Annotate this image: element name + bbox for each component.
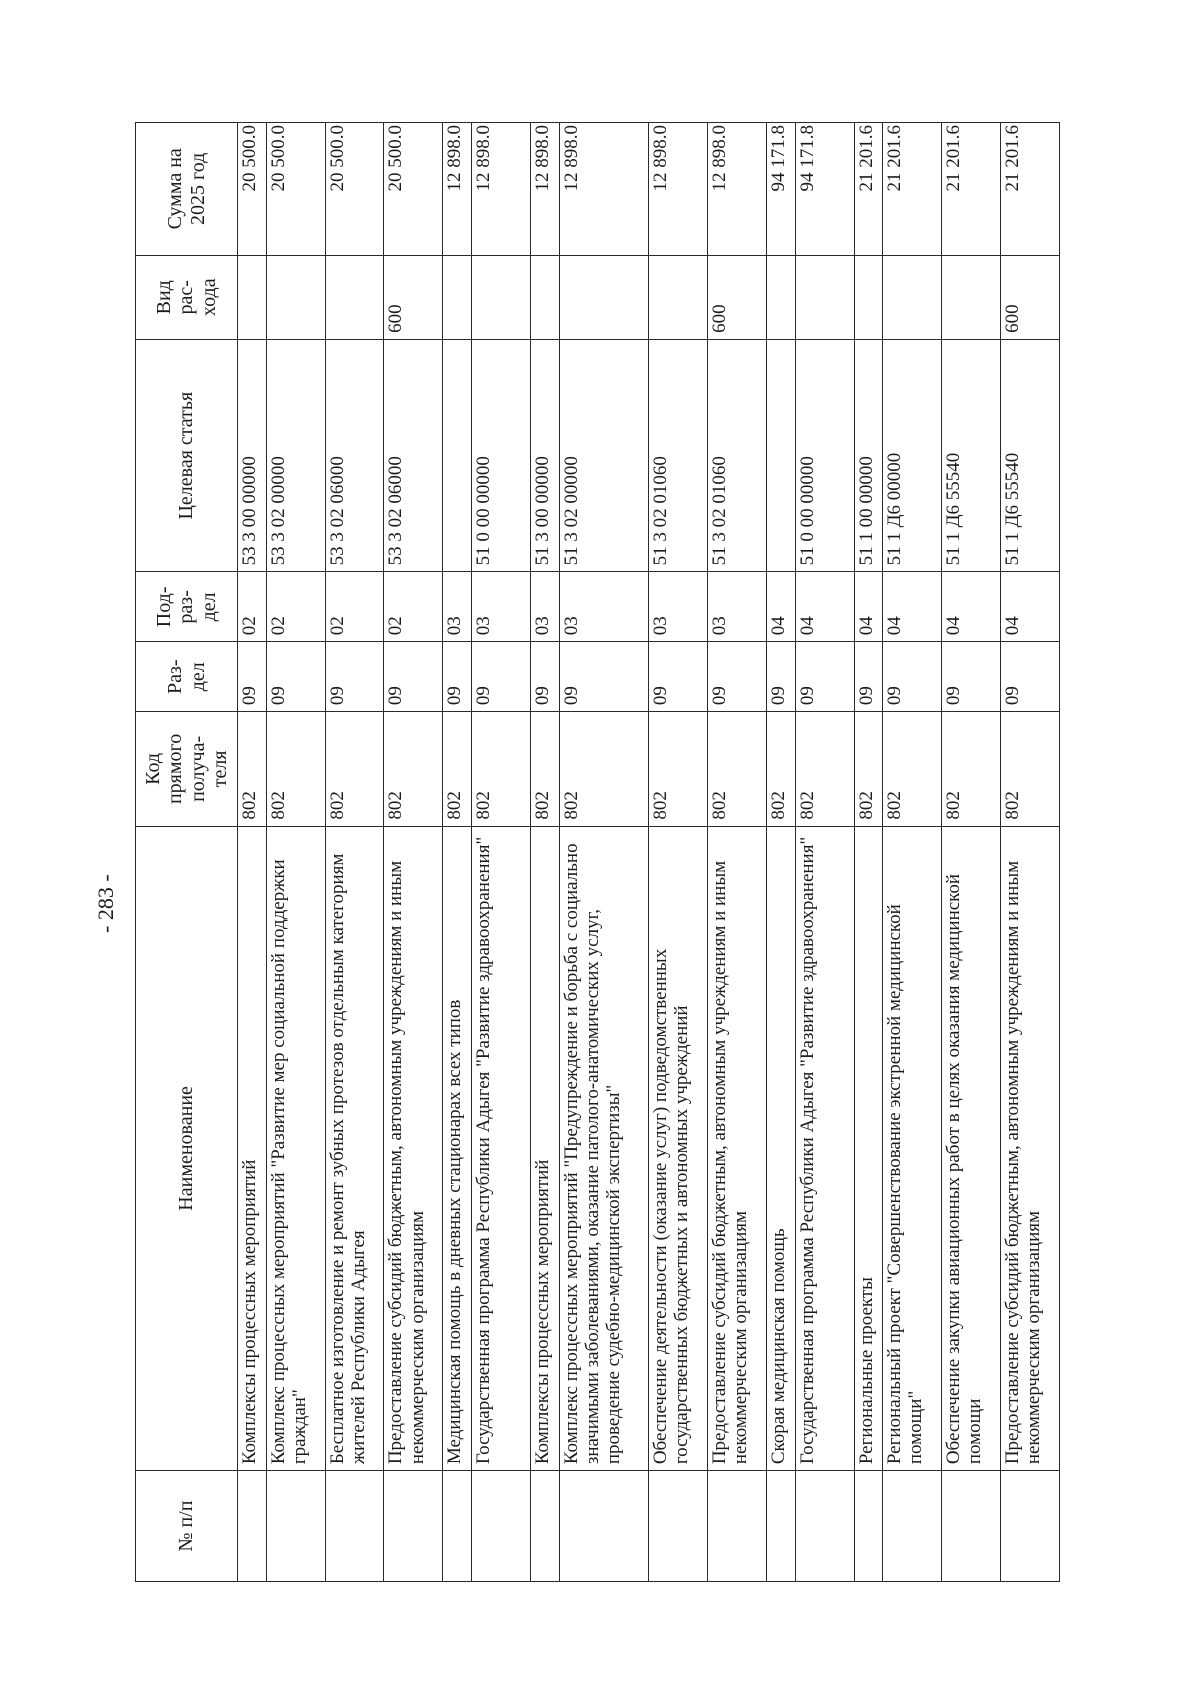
cell-podrazdel: 02 [325, 572, 384, 642]
cell-vid [530, 255, 559, 339]
cell-podrazdel: 03 [649, 572, 708, 642]
cell-code: 802 [649, 712, 708, 826]
cell-vid [942, 255, 1001, 339]
cell-num [942, 1471, 1001, 1582]
cell-podrazdel: 04 [766, 572, 795, 642]
table-row [795, 123, 854, 1582]
cell-vid [766, 255, 795, 339]
cell-celevaya [443, 339, 472, 572]
cell-summa: 21 201.6 [854, 123, 883, 256]
cell-podrazdel: 04 [1000, 572, 1059, 642]
cell-num [325, 1471, 384, 1582]
cell-razdel: 09 [854, 642, 883, 712]
cell-code: 802 [238, 712, 267, 826]
cell-summa: 21 201.6 [883, 123, 942, 256]
cell-celevaya: 51 1 Д6 55540 [942, 339, 1001, 572]
cell-num [883, 1471, 942, 1582]
cell-num [443, 1471, 472, 1582]
table-row [384, 123, 443, 1582]
cell-num [766, 1471, 795, 1582]
cell-code: 802 [883, 712, 942, 826]
header-celevaya: Целевая статья [136, 339, 238, 572]
cell-razdel: 09 [766, 642, 795, 712]
cell-summa: 12 898.0 [443, 123, 472, 256]
cell-name: Предоставление субсидий бюджетным, автономным учреждениям и иным некоммерческим организациям [384, 826, 443, 1471]
table-row [238, 123, 267, 1582]
cell-name: Медицинская помощь в дневных стационарах всех типов [443, 826, 472, 1471]
cell-summa: 20 500.0 [266, 123, 325, 256]
cell-razdel: 09 [530, 642, 559, 712]
cell-code: 802 [942, 712, 1001, 826]
cell-name: Предоставление субсидий бюджетным, автономным учреждениям и иным некоммерческим организациям [708, 826, 767, 1471]
table-row [443, 123, 472, 1582]
cell-razdel: 09 [883, 642, 942, 712]
cell-num [266, 1471, 325, 1582]
cell-celevaya: 51 3 02 01060 [708, 339, 767, 572]
cell-vid: 600 [1000, 255, 1059, 339]
cell-celevaya: 51 0 00 00000 [795, 339, 854, 572]
cell-code: 802 [325, 712, 384, 826]
table-row [883, 123, 942, 1582]
cell-name: Комплексы процессных мероприятий [238, 826, 267, 1471]
cell-celevaya: 51 3 02 00000 [559, 339, 649, 572]
table-row [854, 123, 883, 1582]
table-row [1000, 123, 1059, 1582]
cell-celevaya: 53 3 02 00000 [266, 339, 325, 572]
cell-code: 802 [384, 712, 443, 826]
cell-podrazdel: 02 [266, 572, 325, 642]
cell-razdel: 09 [559, 642, 649, 712]
cell-celevaya: 53 3 02 06000 [384, 339, 443, 572]
table-row [266, 123, 325, 1582]
cell-code: 802 [854, 712, 883, 826]
cell-razdel: 09 [238, 642, 267, 712]
cell-razdel: 09 [384, 642, 443, 712]
cell-celevaya: 53 3 02 06000 [325, 339, 384, 572]
cell-summa: 21 201.6 [942, 123, 1001, 256]
cell-celevaya: 51 3 00 00000 [530, 339, 559, 572]
cell-num [559, 1471, 649, 1582]
cell-razdel: 09 [708, 642, 767, 712]
cell-code: 802 [530, 712, 559, 826]
header-name: Наименование [136, 826, 238, 1471]
table-row [472, 123, 531, 1582]
cell-name: Региональный проект "Совершенствование экстренной медицинской помощи" [883, 826, 942, 1471]
cell-name: Государственная программа Республики Адыгея "Развитие здравоохранения" [795, 826, 854, 1471]
cell-vid: 600 [708, 255, 767, 339]
cell-name: Обеспечение закупки авиационных работ в целях оказания медицинской помощи [942, 826, 1001, 1471]
cell-razdel: 09 [472, 642, 531, 712]
cell-num [238, 1471, 267, 1582]
cell-code: 802 [443, 712, 472, 826]
cell-podrazdel: 03 [708, 572, 767, 642]
cell-summa: 94 171.8 [795, 123, 854, 256]
cell-razdel: 09 [1000, 642, 1059, 712]
cell-num [384, 1471, 443, 1582]
cell-celevaya: 53 3 00 00000 [238, 339, 267, 572]
cell-num [795, 1471, 854, 1582]
cell-podrazdel: 03 [443, 572, 472, 642]
cell-podrazdel: 04 [854, 572, 883, 642]
cell-num [854, 1471, 883, 1582]
cell-num [708, 1471, 767, 1582]
table-row [766, 123, 795, 1582]
cell-summa: 20 500.0 [238, 123, 267, 256]
cell-razdel: 09 [649, 642, 708, 712]
table-row [942, 123, 1001, 1582]
cell-celevaya [766, 339, 795, 572]
cell-celevaya: 51 1 Д6 55540 [1000, 339, 1059, 572]
cell-code: 802 [559, 712, 649, 826]
cell-podrazdel: 04 [883, 572, 942, 642]
cell-vid [795, 255, 854, 339]
header-razdel: Раз-дел [136, 642, 238, 712]
table-row [649, 123, 708, 1582]
cell-summa: 12 898.0 [530, 123, 559, 256]
cell-summa: 20 500.0 [325, 123, 384, 256]
cell-podrazdel: 03 [530, 572, 559, 642]
cell-num [649, 1471, 708, 1582]
cell-vid [443, 255, 472, 339]
cell-code: 802 [766, 712, 795, 826]
cell-vid: 600 [384, 255, 443, 339]
cell-name: Комплексы процессных мероприятий [530, 826, 559, 1471]
cell-razdel: 09 [266, 642, 325, 712]
cell-celevaya: 51 3 02 01060 [649, 339, 708, 572]
cell-num [472, 1471, 531, 1582]
cell-podrazdel: 02 [238, 572, 267, 642]
header-summa: Сумма на 2025 год [136, 123, 238, 256]
cell-num [1000, 1471, 1059, 1582]
cell-code: 802 [266, 712, 325, 826]
cell-vid [854, 255, 883, 339]
cell-podrazdel: 03 [472, 572, 531, 642]
cell-celevaya: 51 0 00 00000 [472, 339, 531, 572]
header-row [136, 123, 238, 1582]
cell-num [530, 1471, 559, 1582]
cell-vid [238, 255, 267, 339]
cell-vid [883, 255, 942, 339]
cell-vid [325, 255, 384, 339]
cell-name: Комплекс процессных мероприятий "Развитие мер социальной поддержки граждан" [266, 826, 325, 1471]
rotated-table-container [135, 122, 1060, 1582]
cell-summa: 12 898.0 [649, 123, 708, 256]
table-body [238, 123, 1060, 1582]
table-row [530, 123, 559, 1582]
cell-name: Комплекс процессных мероприятий "Предупреждение и борьба с социально значимыми заболеваниями, оказание патолого-анатомических услуг, проведение судебно-медицинской экспертизы" [559, 826, 649, 1471]
cell-vid [472, 255, 531, 339]
cell-podrazdel: 03 [559, 572, 649, 642]
page-number: - 283 - [93, 874, 118, 934]
cell-podrazdel: 04 [942, 572, 1001, 642]
table-row [708, 123, 767, 1582]
header-code: Код прямого получа-теля [136, 712, 238, 826]
cell-vid [559, 255, 649, 339]
cell-code: 802 [795, 712, 854, 826]
cell-code: 802 [708, 712, 767, 826]
cell-name: Предоставление субсидий бюджетным, автономным учреждениям и иным некоммерческим организациям [1000, 826, 1059, 1471]
table-row [559, 123, 649, 1582]
cell-name: Обеспечение деятельности (оказание услуг) подведомственных государственных бюджетных и автономных учреждений [649, 826, 708, 1471]
cell-summa: 12 898.0 [708, 123, 767, 256]
table-row [325, 123, 384, 1582]
header-vid: Вид рас-хода [136, 255, 238, 339]
cell-name: Бесплатное изготовление и ремонт зубных протезов отдельным категориям жителей Республики Адыгея [325, 826, 384, 1471]
budget-table [135, 122, 1060, 1582]
cell-summa: 21 201.6 [1000, 123, 1059, 256]
cell-summa: 12 898.0 [472, 123, 531, 256]
cell-razdel: 09 [443, 642, 472, 712]
cell-summa: 94 171.8 [766, 123, 795, 256]
cell-summa: 20 500.0 [384, 123, 443, 256]
cell-name: Государственная программа Республики Адыгея "Развитие здравоохранения" [472, 826, 531, 1471]
cell-podrazdel: 02 [384, 572, 443, 642]
cell-summa: 12 898.0 [559, 123, 649, 256]
cell-name: Региональные проекты [854, 826, 883, 1471]
cell-code: 802 [472, 712, 531, 826]
cell-podrazdel: 04 [795, 572, 854, 642]
cell-name: Скорая медицинская помощь [766, 826, 795, 1471]
cell-vid [266, 255, 325, 339]
cell-razdel: 09 [942, 642, 1001, 712]
cell-vid [649, 255, 708, 339]
header-podrazdel: Под-раз-дел [136, 572, 238, 642]
cell-razdel: 09 [795, 642, 854, 712]
cell-code: 802 [1000, 712, 1059, 826]
cell-celevaya: 51 1 00 00000 [854, 339, 883, 572]
header-num: № п/п [136, 1471, 238, 1582]
cell-razdel: 09 [325, 642, 384, 712]
cell-celevaya: 51 1 Д6 00000 [883, 339, 942, 572]
